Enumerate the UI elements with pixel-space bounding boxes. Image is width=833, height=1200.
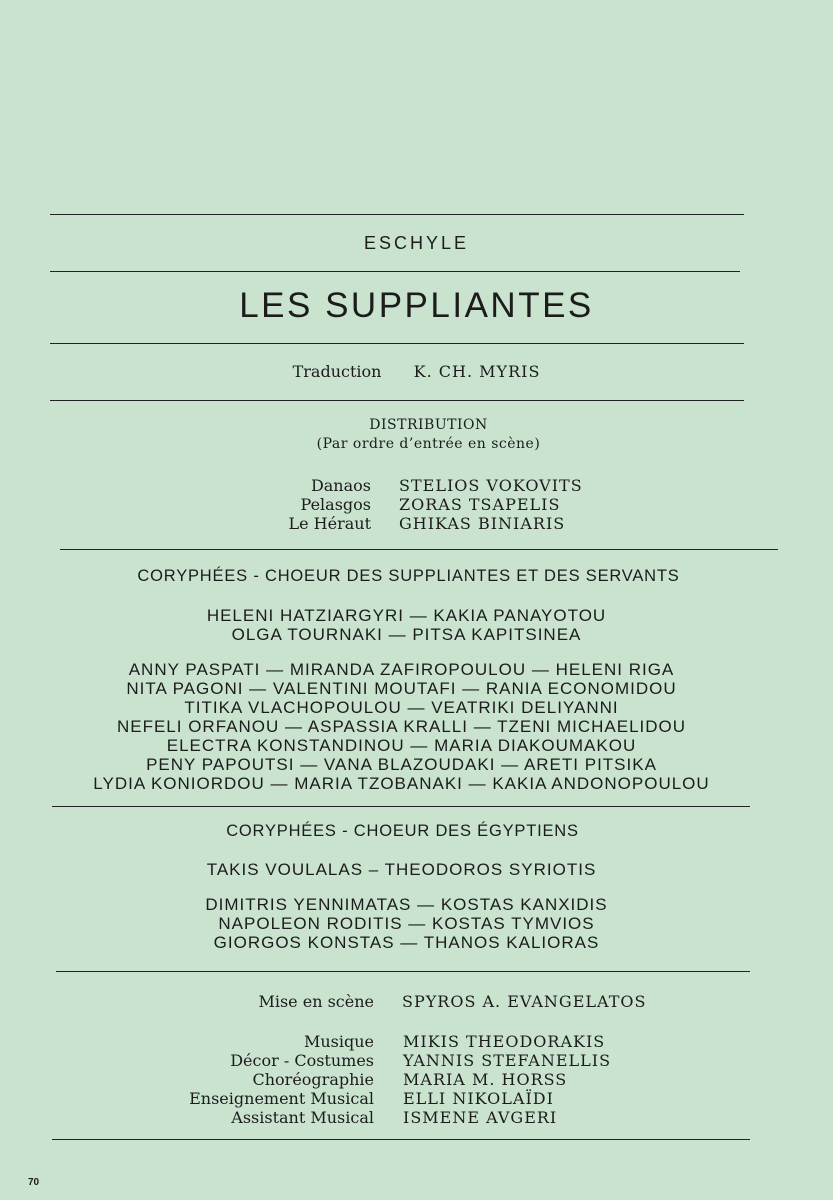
list-item: ELECTRA KONSTANDINOU — MARIA DIAKOUMAKOU	[166, 736, 637, 755]
list-item: ANNY PASPATI — MIRANDA ZAFIROPOULOU — HELENI RIGA	[128, 660, 675, 679]
credit-role-decor: Décor - Costumes	[230, 1051, 374, 1070]
egyptiens-coryphees: TAKIS VOULALAS – THEODOROS SYRIOTIS	[206, 860, 597, 879]
author: ESCHYLE	[363, 233, 470, 253]
credit-name-music-teaching: ELLI NIKOLAÏDI	[403, 1089, 554, 1108]
rule-under-suppliantes	[52, 806, 750, 807]
rule-under-egyptiens	[56, 971, 750, 972]
list-item: LYDIA KONIORDOU — MARIA TZOBANAKI — KAKIA ANDONOPOULOU	[93, 774, 710, 793]
translation-label: Traduction	[292, 362, 382, 381]
rule-top	[50, 214, 744, 215]
suppliantes-choir	[0, 660, 818, 793]
actor-heraut: GHIKAS BINIARIS	[399, 514, 566, 533]
list-item: HELENI HATZIARGYRI — KAKIA PANAYOTOU	[206, 606, 607, 625]
rule-under-title	[50, 343, 744, 344]
direction-role: Mise en scène	[258, 992, 374, 1011]
actor-pelasgos: ZORAS TSAPELIS	[399, 495, 561, 514]
translation-line	[0, 362, 833, 381]
list-item: DIMITRIS YENNIMATAS — KOSTAS KANXIDIS	[205, 895, 608, 914]
rule-under-translation	[50, 400, 744, 401]
suppliantes-coryphees	[0, 606, 823, 644]
play-title: LES SUPPLIANTES	[239, 286, 594, 325]
rule-bottom	[52, 1139, 750, 1140]
list-item: NEFELI ORFANOU — ASPASSIA KRALLI — TZENI MICHAELIDOU	[116, 717, 687, 736]
list-item: NITA PAGONI — VALENTINI MOUTAFI — RANIA ECONOMIDOU	[126, 679, 677, 698]
distribution-subheading: (Par ordre d’entrée en scène)	[316, 436, 541, 452]
direction-name: SPYROS A. EVANGELATOS	[402, 992, 647, 1011]
translator-name: K. CH. MYRIS	[413, 362, 541, 381]
credit-role-assistant: Assistant Musical	[231, 1108, 374, 1127]
list-item: OLGA TOURNAKI — PITSA KAPITSINEA	[231, 625, 582, 644]
egyptiens-choir	[0, 895, 823, 952]
egyptiens-heading: CORYPHÉES - CHOEUR DES ÉGYPTIENS	[226, 822, 579, 840]
credit-name-decor: YANNIS STEFANELLIS	[403, 1051, 612, 1070]
credit-role-music: Musique	[303, 1032, 374, 1051]
distribution-heading: DISTRIBUTION	[369, 417, 488, 433]
actor-danaos: STELIOS VOKOVITS	[399, 476, 583, 495]
list-item: GIORGOS KONSTAS — THANOS KALIORAS	[213, 933, 600, 952]
page-number: 70	[28, 1177, 40, 1188]
credit-role-music-teaching: Enseignement Musical	[189, 1089, 374, 1108]
list-item: PENY PAPOUTSI — VANA BLAZOUDAKI — ARETI PITSIKA	[146, 755, 657, 774]
credit-name-music: MIKIS THEODORAKIS	[403, 1032, 606, 1051]
suppliantes-heading: CORYPHÉES - CHOEUR DES SUPPLIANTES ET DES SERVANTS	[137, 567, 680, 585]
role-danaos: Danaos	[310, 476, 371, 495]
credit-name-assistant: ISMENE AVGERI	[403, 1108, 558, 1127]
credit-name-choreo: MARIA M. HORSS	[403, 1070, 568, 1089]
role-heraut: Le Héraut	[288, 514, 371, 533]
list-item: TITIKA VLACHOPOULOU — VEATRIKI DELIYANNI	[184, 698, 619, 717]
rule-under-author	[50, 271, 740, 272]
rule-under-distribution	[60, 549, 778, 550]
credit-role-choreo: Choréographie	[252, 1070, 374, 1089]
role-pelasgos: Pelasgos	[300, 495, 371, 514]
list-item: NAPOLEON RODITIS — KOSTAS TYMVIOS	[218, 914, 595, 933]
